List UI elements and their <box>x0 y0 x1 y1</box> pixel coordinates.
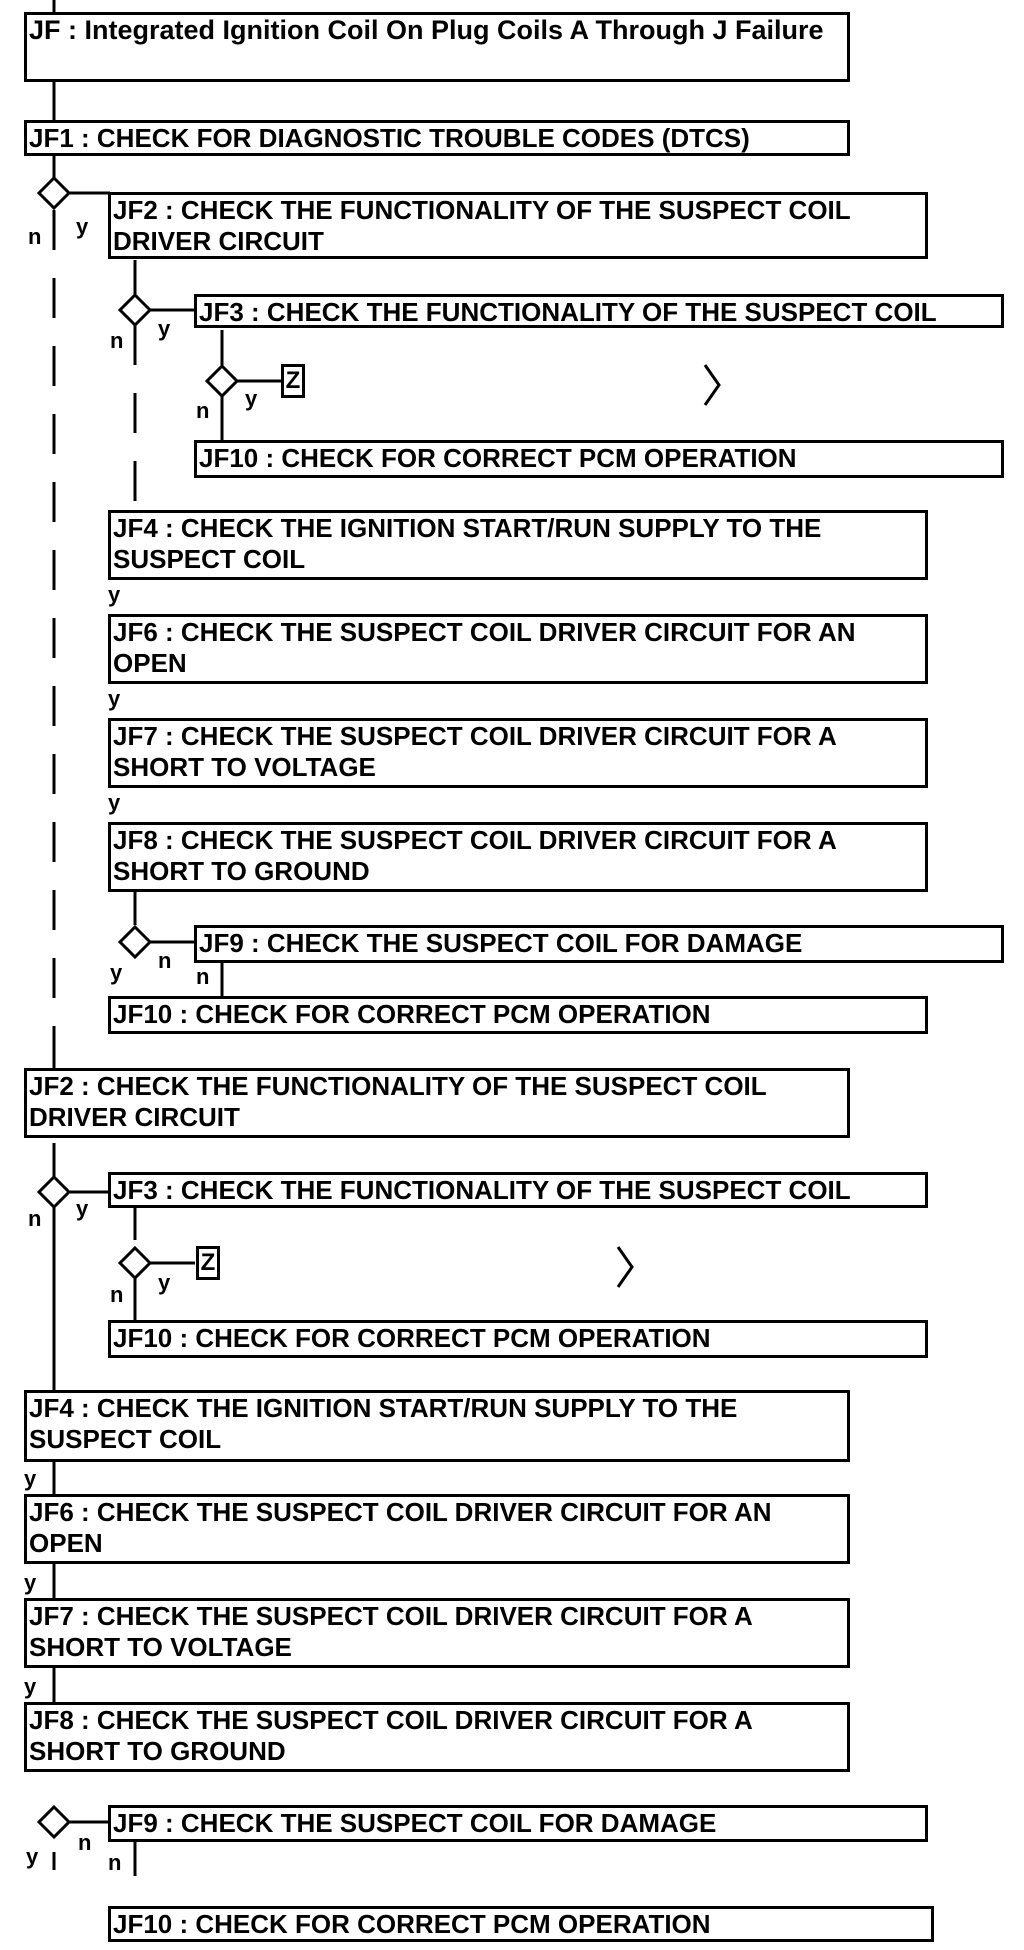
branch-label-no: n <box>196 964 210 989</box>
decision-diamond <box>39 1177 69 1207</box>
branch-label-yes: y <box>108 686 121 711</box>
branch-label-yes: y <box>24 1466 37 1491</box>
branch-label-yes: y <box>245 386 258 411</box>
step-jf10: JF10 : CHECK FOR CORRECT PCM OPERATION <box>194 440 1004 478</box>
step-jf9: JF9 : CHECK THE SUSPECT COIL FOR DAMAGE <box>108 1805 928 1842</box>
branch-label-no: n <box>28 224 42 249</box>
step-jf6: JF6 : CHECK THE SUSPECT COIL DRIVER CIRCUIT FOR AN OPEN <box>24 1494 850 1564</box>
step-jf2: JF2 : CHECK THE FUNCTIONALITY OF THE SUSPECT COIL DRIVER CIRCUIT <box>108 192 928 259</box>
step-jf8: JF8 : CHECK THE SUSPECT COIL DRIVER CIRCUIT FOR A SHORT TO GROUND <box>24 1702 850 1772</box>
branch-label-no: n <box>158 948 172 973</box>
decision-diamond <box>120 295 150 325</box>
decision-diamond <box>39 1807 69 1837</box>
decision-diamond <box>120 927 150 957</box>
step-jf10: JF10 : CHECK FOR CORRECT PCM OPERATION <box>108 1906 934 1942</box>
branch-label-no: n <box>28 1206 42 1231</box>
branch-label-yes: y <box>158 316 171 341</box>
decision-diamond <box>207 366 237 396</box>
branch-label-no: n <box>110 1282 124 1307</box>
step-jf2: JF2 : CHECK THE FUNCTIONALITY OF THE SUSPECT COIL DRIVER CIRCUIT <box>24 1068 850 1138</box>
step-jf10: JF10 : CHECK FOR CORRECT PCM OPERATION <box>108 996 928 1034</box>
step-jf3: JF3 : CHECK THE FUNCTIONALITY OF THE SUSPECT COIL <box>194 294 1004 328</box>
step-jf3: JF3 : CHECK THE FUNCTIONALITY OF THE SUSPECT COIL <box>108 1172 928 1208</box>
end-marker-z: Z <box>196 1246 220 1280</box>
branch-label-yes: y <box>24 1570 37 1595</box>
chevron-right-icon <box>705 365 719 405</box>
chevron-right-icon <box>618 1247 632 1287</box>
branch-label-yes: y <box>108 582 121 607</box>
end-marker-z: Z <box>281 364 305 398</box>
decision-diamond <box>39 178 69 208</box>
branch-label-yes: y <box>24 1674 37 1699</box>
branch-label-no: n <box>110 328 124 353</box>
branch-label-yes: y <box>76 214 89 239</box>
step-jf6: JF6 : CHECK THE SUSPECT COIL DRIVER CIRCUIT FOR AN OPEN <box>108 614 928 684</box>
step-jf4: JF4 : CHECK THE IGNITION START/RUN SUPPLY TO THE SUSPECT COIL <box>108 510 928 580</box>
step-jf1: JF1 : CHECK FOR DIAGNOSTIC TROUBLE CODES (DTCS) <box>24 120 850 156</box>
step-jf9: JF9 : CHECK THE SUSPECT COIL FOR DAMAGE <box>194 925 1004 963</box>
branch-label-yes: y <box>26 1844 39 1869</box>
decision-diamond <box>120 1248 150 1278</box>
branch-label-yes: y <box>76 1196 89 1221</box>
branch-label-yes: y <box>108 790 121 815</box>
step-jf8: JF8 : CHECK THE SUSPECT COIL DRIVER CIRCUIT FOR A SHORT TO GROUND <box>108 822 928 892</box>
step-jf4: JF4 : CHECK THE IGNITION START/RUN SUPPLY TO THE SUSPECT COIL <box>24 1390 850 1462</box>
step-jf7: JF7 : CHECK THE SUSPECT COIL DRIVER CIRCUIT FOR A SHORT TO VOLTAGE <box>24 1598 850 1668</box>
branch-label-no: n <box>196 398 210 423</box>
branch-label-no: n <box>108 1850 122 1875</box>
step-jf10: JF10 : CHECK FOR CORRECT PCM OPERATION <box>108 1320 928 1358</box>
step-jf7: JF7 : CHECK THE SUSPECT COIL DRIVER CIRCUIT FOR A SHORT TO VOLTAGE <box>108 718 928 788</box>
branch-label-yes: y <box>110 960 123 985</box>
flowchart-title: JF : Integrated Ignition Coil On Plug Coils A Through J Failure <box>24 12 850 82</box>
branch-label-yes: y <box>158 1270 171 1295</box>
branch-label-no: n <box>78 1830 92 1855</box>
